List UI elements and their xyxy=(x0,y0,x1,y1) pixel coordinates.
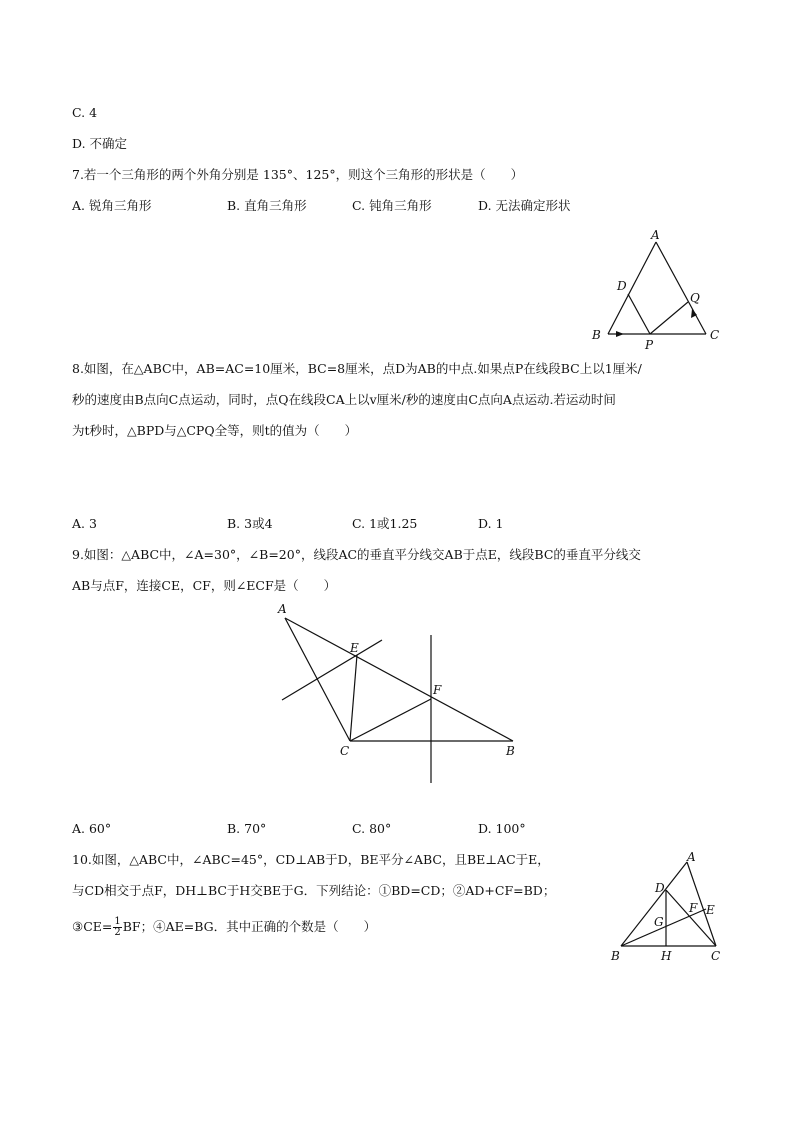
q8-label-b: B xyxy=(592,328,601,342)
q9-stem-line2: AB与点F，连接CE，CF，则∠ECF是（ ） xyxy=(72,578,337,593)
q9-side-ab xyxy=(285,618,513,741)
q9-option-c: C. 80° xyxy=(352,821,392,836)
q8-segment-dp xyxy=(628,294,650,334)
q9-segment-ce xyxy=(350,655,357,741)
q10-label-b: B xyxy=(611,949,620,963)
q10-stem-line1: 10.如图，△ABC中，∠ABC=45°，CD⊥AB于D，BE平分∠ABC，且BE⊥AC于E， xyxy=(72,852,550,867)
q8-label-a: A xyxy=(651,228,660,242)
q8-stem-line1: 8.如图，在△ABC中，AB=AC=10厘米，BC=8厘米，点D为AB的中点.如果点P在线段BC上以1厘米/ xyxy=(72,361,642,376)
q8-label-q: Q xyxy=(690,291,700,305)
q10-stem-line2: 与CD相交于点F，DH⊥BC于H交BE于G．下列结论：①BD=CD；②AD+CF=BD； xyxy=(72,883,556,898)
q8-option-c: C. 1或1.25 xyxy=(352,516,418,531)
q9-side-ac xyxy=(285,618,350,741)
q9-label-f: F xyxy=(433,683,442,697)
q9-perp-bisector-ac xyxy=(282,640,382,700)
q9-segment-cf xyxy=(350,699,431,741)
q10-figure xyxy=(605,848,735,968)
q9-option-d: D. 100° xyxy=(478,821,526,836)
q9-label-c: C xyxy=(340,744,350,758)
q7-option-c: C. 钝角三角形 xyxy=(352,198,432,213)
q10-label-f: F xyxy=(689,901,698,915)
q8-label-p: P xyxy=(645,338,654,352)
option-d-prev: D. 不确定 xyxy=(72,136,128,151)
q10-line3-prefix: ③CE= xyxy=(72,919,113,934)
q10-label-a: A xyxy=(687,850,696,864)
q10-label-d: D xyxy=(655,881,665,895)
q9-option-b: B. 70° xyxy=(227,821,267,836)
q10-segment-cd xyxy=(666,890,716,946)
q7-stem: 7.若一个三角形的两个外角分别是 135°、125°，则这个三角形的形状是（ ） xyxy=(72,167,524,182)
q8-side-ab xyxy=(608,242,656,334)
q8-label-d: D xyxy=(617,279,627,293)
option-c-prev: C. 4 xyxy=(72,105,98,120)
q10-fraction-numerator: 1 xyxy=(114,916,121,927)
q8-side-ac xyxy=(656,242,706,334)
q8-option-a: A. 3 xyxy=(72,516,97,531)
q7-option-b: B. 直角三角形 xyxy=(227,198,307,213)
q8-option-d: D. 1 xyxy=(478,516,504,531)
q10-side-ab xyxy=(621,862,687,946)
q9-label-b: B xyxy=(506,744,515,758)
q8-arrow-bp xyxy=(616,331,624,337)
q10-fraction xyxy=(113,917,121,938)
q8-segment-pq xyxy=(650,302,688,334)
q8-figure xyxy=(588,226,728,351)
q10-label-h: H xyxy=(661,949,672,963)
q10-line3-suffix: BF；④AE=BG．其中正确的个数是（ ） xyxy=(122,919,377,934)
q8-stem-line2: 秒的速度由B点向C点运动，同时，点Q在线段CA上以v厘米/秒的速度由C点向A点运动.若运动时间 xyxy=(72,392,616,407)
q9-option-a: A. 60° xyxy=(72,821,112,836)
q9-label-e: E xyxy=(350,641,359,655)
q7-option-d: D. 无法确定形状 xyxy=(478,198,571,213)
q10-label-g: G xyxy=(654,915,664,929)
q8-stem-line3: 为t秒时，△BPD与△CPQ全等，则t的值为（ ） xyxy=(72,423,358,438)
q10-label-e: E xyxy=(706,903,715,917)
q9-stem-line1: 9.如图：△ABC中，∠A=30°，∠B=20°，线段AC的垂直平分线交AB于点E，线段BC的垂直平分线交 xyxy=(72,547,641,562)
q9-label-a: A xyxy=(278,602,287,616)
q10-label-c: C xyxy=(711,949,721,963)
q9-figure xyxy=(270,600,530,790)
q10-fraction-denominator: 2 xyxy=(114,927,121,938)
q7-option-a: A. 锐角三角形 xyxy=(72,198,152,213)
q8-option-b: B. 3或4 xyxy=(227,516,273,531)
q8-label-c: C xyxy=(710,328,720,342)
q10-stem-line3 xyxy=(72,914,376,940)
